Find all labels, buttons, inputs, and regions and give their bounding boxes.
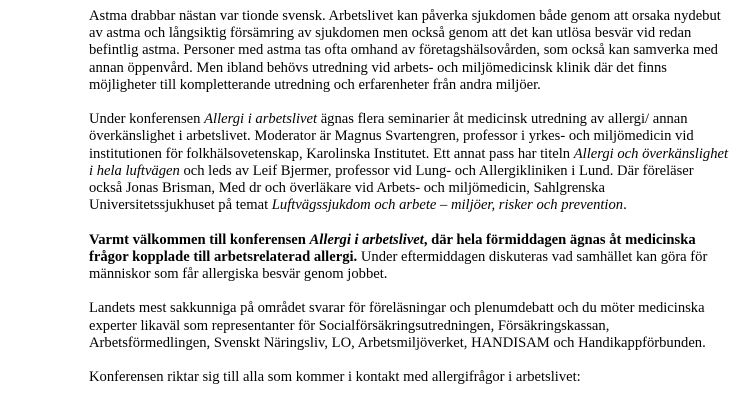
paragraph-valkommen — [89, 232, 729, 284]
bold-welcome-end: , där hela förmiddagen ägnas åt medicinska frågor kopplade till arbetsrelaterad allergi. — [89, 231, 696, 265]
bold-italic-text: Allergi i arbetslivet — [309, 231, 424, 248]
text-span: och leds av Leif Bjermer, professor vid Lung- och Allergikliniken i Lund. Där föreläser också Jonas Brisman, Med dr och överläkare vid Arbets- och miljömedicin, Sahlgrenska Universitetssjukhuset på temat — [89, 162, 694, 214]
paragraph-seminarier — [89, 111, 729, 214]
text-span: ägnas flera seminarier åt medicinsk utredning av allergi/ annan överkänslighet i arbetslivet. Moderator är Magnus Svartengren, professor i yrkes- och miljömedicin vid institutionen för folkhälsovetenskap, Karolinska Institutet. Ett annat pass har titeln — [89, 111, 694, 162]
paragraph-astma-intro: Astma drabbar nästan var tionde svensk. Arbetslivet kan påverka sjukdomen både genom att orsaka nydebut av astma och långsiktig försämring av sjukdomen men också genom att det kan utlösa besvär vid redan befintlig astma. Personer med astma tas ofta omhand av företagshälsovården, som också kan samverka med annan öppenvård. Men ibland behövs utredning vid arbets- och miljömedicinsk klinik där det finns möjligheter till kompletterande utredning och erfarenheter från andra miljöer. — [89, 8, 721, 93]
italic-session-title: Allergi och överkänslighet i hela luftvägen — [89, 145, 729, 179]
paragraph-experter: Landets mest sakkunniga på området svarar för föreläsningar och plenumdebatt och du möter medicinska experter likaväl som representanter för Socialförsäkringsutredningen, Försäkringskassan, Arbetsförmedlingen, Svenskt Näringsliv, LO, Arbetsmiljöverket, HANDISAM och Handikappförbunden. — [89, 300, 706, 351]
bold-italic-conference-title — [310, 232, 424, 248]
text-span: Under eftermiddagen diskuteras vad samhället kan göra för människor som får allergiska besvär genom jobbet. — [89, 248, 708, 283]
italic-lecture-title: Luftvägssjukdom och arbete – miljöer, risker och prevention — [271, 197, 624, 214]
bold-welcome-start: Varmt välkommen till konferensen — [89, 231, 310, 248]
text-span: Under konferensen — [89, 111, 205, 128]
italic-conference-title: Allergi i arbetslivet — [204, 111, 318, 128]
document-body — [89, 8, 729, 404]
paragraph-malgrupp: Konferensen riktar sig till alla som kommer i kontakt med allergifrågor i arbetslivet: — [89, 369, 581, 386]
text-span: . — [623, 197, 627, 214]
